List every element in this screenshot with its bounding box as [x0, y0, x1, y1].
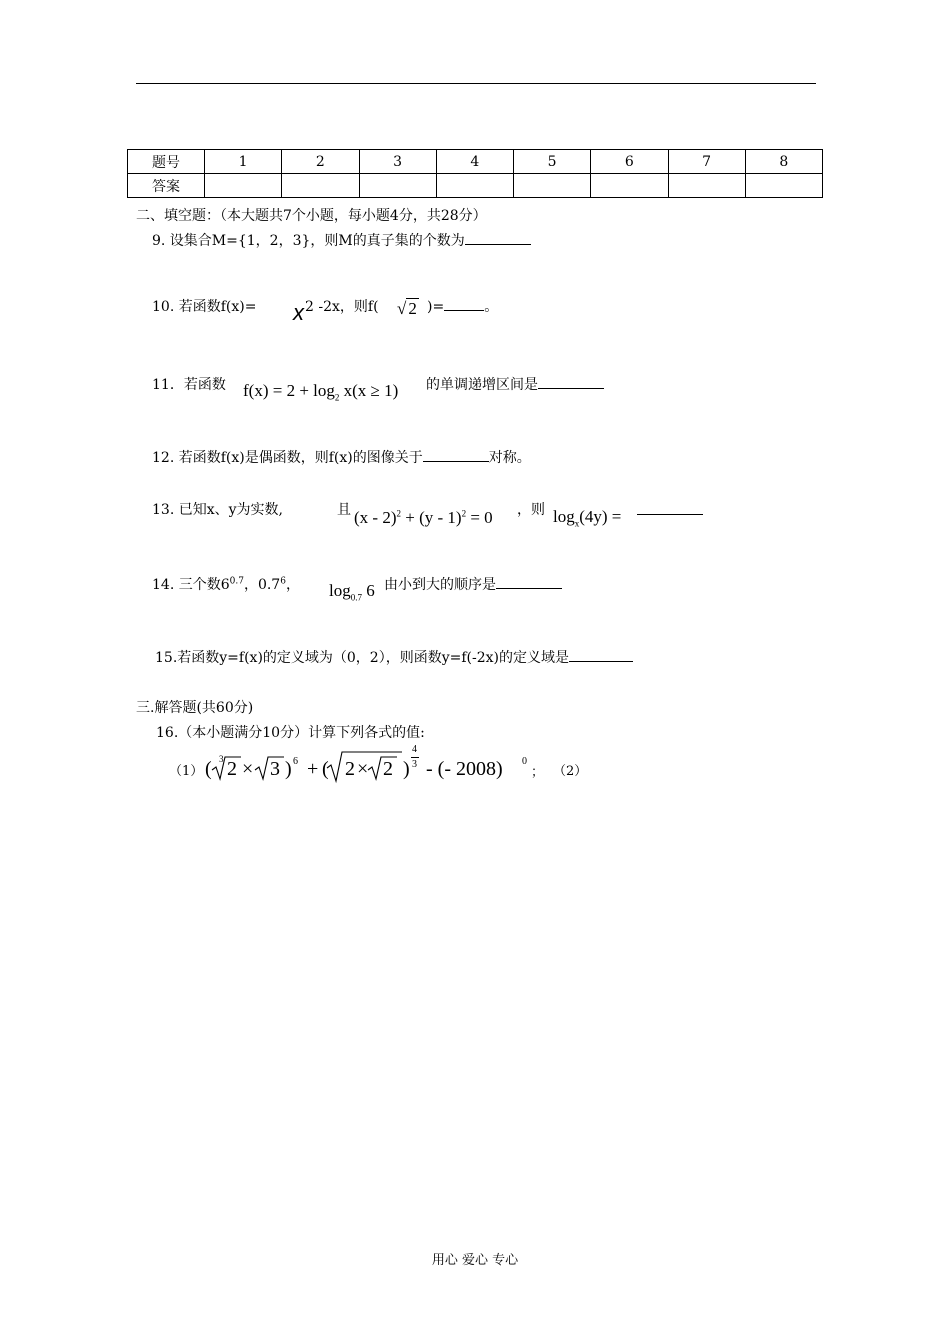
question-10-mid: 2 -2x，则f(	[305, 299, 379, 315]
table-cell: 7	[668, 150, 745, 174]
answer-blank[interactable]	[637, 514, 703, 515]
question-10-prefix: 10. 若函数f(x)=	[152, 299, 257, 315]
question-13-formula-c: = 0	[466, 508, 493, 527]
expression-1-frac-den: 3	[412, 759, 417, 770]
question-13-log-base: x	[574, 518, 580, 529]
answer-cell[interactable]	[591, 174, 668, 198]
table-cell: 6	[591, 150, 668, 174]
question-10	[152, 296, 256, 316]
question-11-suffix	[426, 374, 604, 394]
question-15-text: 15.若函数y=f(x)的定义域为（0，2），则函数y=f(-2x)的定义域是	[155, 650, 569, 666]
answer-cell[interactable]	[436, 174, 513, 198]
question-13-comma: ，则	[517, 502, 545, 518]
question-10-x: x	[293, 300, 304, 325]
table-answer-label: 答案	[128, 174, 205, 198]
question-13-log-word: log	[553, 507, 575, 526]
question-10-end	[427, 296, 498, 316]
table-cell: 4	[436, 150, 513, 174]
question-9-text: 9. 设集合M={1，2，3}，则M的真子集的个数为	[152, 233, 465, 249]
answer-cell[interactable]	[668, 174, 745, 198]
answer-blank[interactable]	[444, 309, 484, 311]
question-11-formula	[243, 381, 398, 402]
question-13-log	[553, 507, 621, 528]
question-14-comma: ，	[285, 577, 300, 593]
section2-title: 二、填空题：（本大题共7个小题，每小题4分，共28分）	[136, 208, 487, 224]
answer-table	[127, 149, 823, 198]
question-16: 16.（本小题满分10分）计算下列各式的值:	[156, 725, 425, 741]
question-15	[155, 647, 633, 667]
page-footer: 用心 爱心 专心	[431, 1253, 519, 1268]
question-14-mid: ，0.7	[243, 577, 281, 593]
question-13-qie: 且	[337, 502, 351, 518]
table-cell: 1	[205, 150, 282, 174]
expression-1-exp6: 6	[293, 756, 298, 767]
question-14-suffix	[384, 574, 562, 594]
answer-cell[interactable]	[745, 174, 822, 198]
question-11-suffix-text: 的单调递增区间是	[426, 377, 538, 393]
table-row	[128, 150, 823, 174]
question-10-end-text: )=	[427, 299, 445, 315]
question-10-sqrt-value: 2	[408, 299, 417, 318]
question-13-formula	[354, 508, 493, 528]
answer-cell[interactable]	[359, 174, 436, 198]
question-13-formula-a: (x - 2)	[354, 508, 397, 527]
answer-blank[interactable]	[465, 243, 531, 245]
expression-1-semicolon: ；	[531, 765, 545, 780]
question-14-log-word: log	[329, 581, 351, 600]
part1-label: （1）	[169, 764, 204, 779]
question-11-log-base: 2	[334, 392, 340, 403]
question-10-sqrt: √ 2	[397, 299, 417, 318]
question-14	[152, 574, 300, 594]
question-14-log	[329, 581, 375, 602]
answer-cell[interactable]	[205, 174, 282, 198]
answer-cell[interactable]	[282, 174, 359, 198]
header-rule	[136, 83, 816, 84]
question-13-exp2: 2	[461, 508, 467, 519]
table-header-label: 题号	[128, 150, 205, 174]
question-12-text: 12. 若函数f(x)是偶函数，则f(x)的图像关于	[152, 450, 423, 466]
answer-blank[interactable]	[569, 660, 633, 662]
table-row	[128, 174, 823, 198]
answer-cell[interactable]	[514, 174, 591, 198]
question-10-tail: 。	[484, 299, 499, 315]
section3-title: 三.解答题(共60分)	[136, 700, 254, 716]
question-14-suffix-text: 由小到大的顺序是	[384, 577, 496, 593]
question-9	[152, 230, 531, 250]
question-13-formula-b: + (y - 1)	[400, 508, 462, 527]
expression-1-exp0: 0	[522, 756, 527, 767]
table-cell: 5	[514, 150, 591, 174]
expression-1-frac-num: 4	[412, 744, 417, 755]
answer-blank[interactable]	[496, 587, 562, 589]
expression-1-tail: - (- 2008)	[426, 758, 503, 780]
question-14-exp1: 0.7	[229, 576, 244, 587]
answer-blank[interactable]	[538, 387, 604, 389]
answer-blank[interactable]	[423, 460, 489, 462]
question-11-prefix: 11．若函数	[152, 377, 226, 393]
question-14-log-arg: 6	[366, 581, 375, 600]
question-13-prefix: 13. 已知x、y为实数,	[152, 502, 283, 518]
table-cell: 8	[745, 150, 822, 174]
question-11-formula-b: x(x ≥ 1)	[343, 381, 399, 400]
question-13-exp1: 2	[396, 508, 401, 519]
question-14-prefix: 14. 三个数6	[152, 577, 230, 593]
part2-label: （2）	[553, 764, 588, 779]
table-cell: 2	[282, 150, 359, 174]
question-14-exp2: 6	[280, 576, 286, 587]
question-11-formula-a: f(x) = 2 + log	[243, 381, 335, 400]
question-12	[152, 447, 531, 467]
question-13-log-arg: (4y) =	[579, 507, 622, 526]
question-14-log-base: 0.7	[350, 592, 362, 603]
question-12-suffix: 对称。	[488, 450, 531, 466]
table-cell: 3	[359, 150, 436, 174]
